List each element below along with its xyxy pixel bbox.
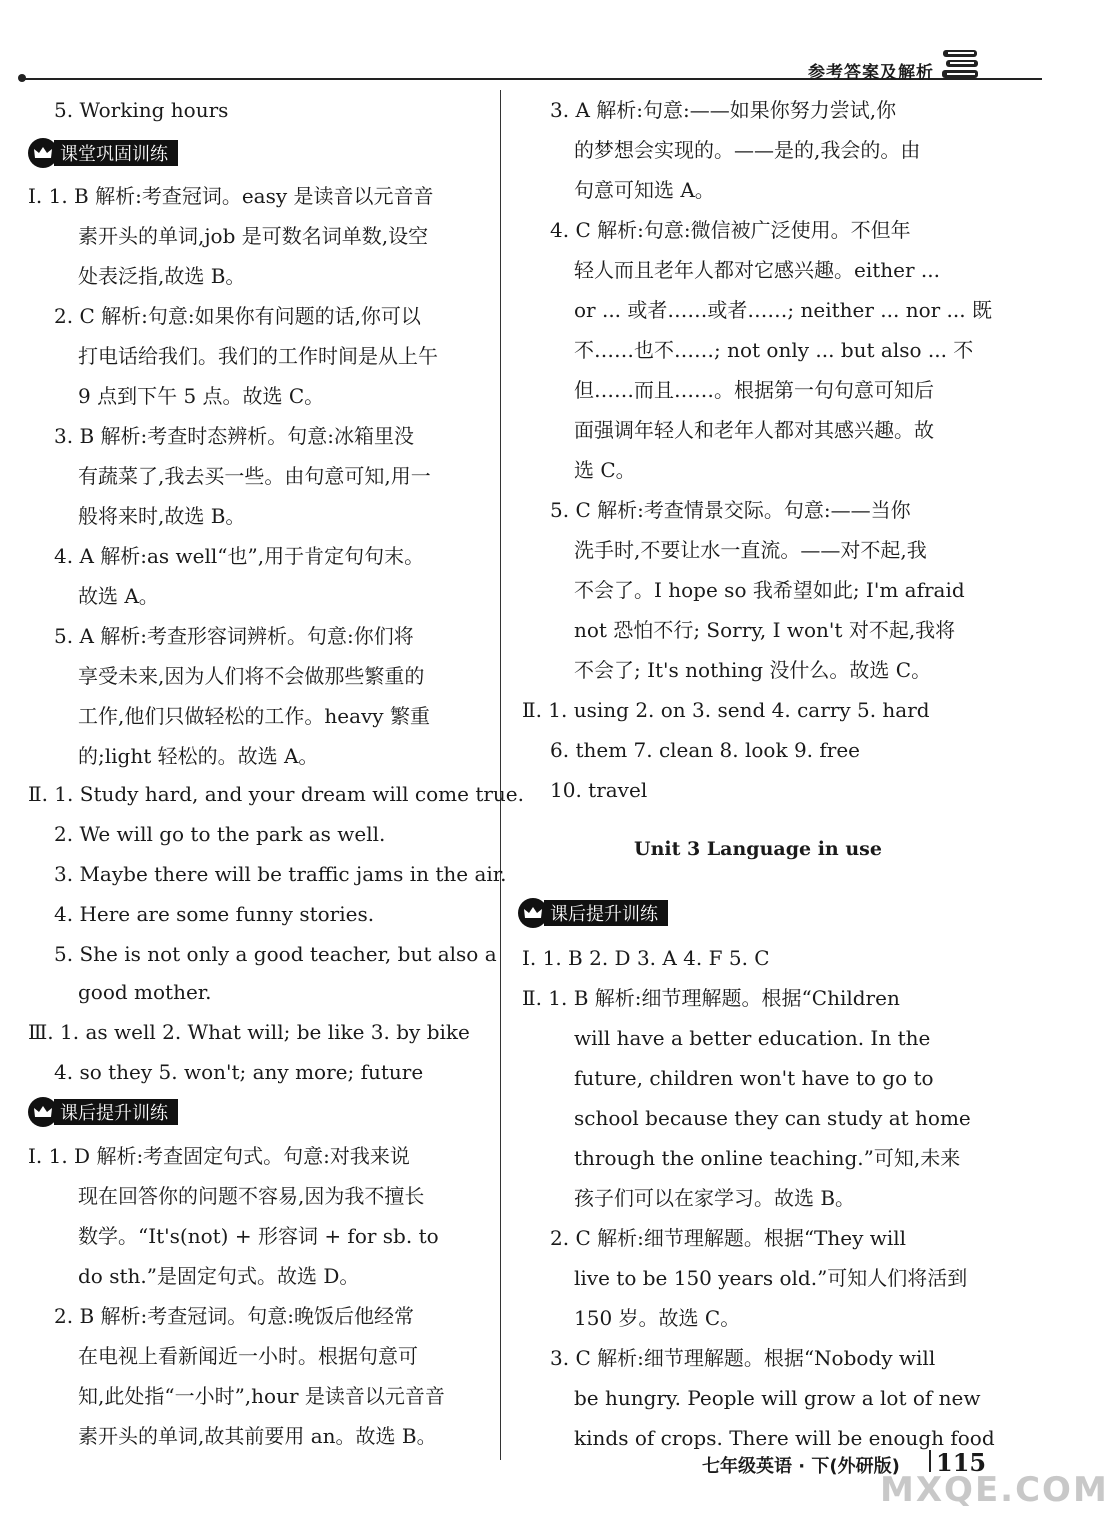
answer-line: 2. B 解析:考查冠词。句意:晚饭后他经常 bbox=[54, 1304, 414, 1328]
answer-line: 处表泛指,故选 B。 bbox=[78, 264, 246, 288]
answer-line: 般将来时,故选 B。 bbox=[78, 504, 246, 528]
answer-line: not 恐怕不行; Sorry, I won't 对不起,我将 bbox=[574, 618, 956, 642]
answer-line: Ⅱ. 1. B 解析:细节理解题。根据“Children bbox=[522, 986, 900, 1010]
answer-line: 故选 A。 bbox=[78, 584, 159, 608]
answer-line: 5. Working hours bbox=[54, 98, 229, 122]
answer-line: Ⅱ. 1. Study hard, and your dream will come true. bbox=[28, 782, 524, 806]
answer-line: 享受未来,因为人们将不会做那些繁重的 bbox=[78, 664, 425, 688]
section-header-kehou bbox=[28, 1097, 178, 1127]
section-header-kehou-2 bbox=[518, 898, 668, 928]
answer-line: 4. A 解析:as well“也”,用于肯定句句末。 bbox=[54, 544, 425, 568]
unit-title: Unit 3 Language in use bbox=[634, 838, 882, 860]
answer-line: will have a better education. In the bbox=[574, 1026, 931, 1050]
answer-line: 3. Maybe there will be traffic jams in the air. bbox=[54, 862, 507, 886]
watermark: MXQE.COM bbox=[880, 1470, 1109, 1510]
answer-line: 5. C 解析:考查情景交际。句意:——当你 bbox=[550, 498, 911, 522]
answer-line: 6. them 7. clean 8. look 9. free bbox=[550, 738, 861, 762]
answer-line: 的;light 轻松的。故选 A。 bbox=[78, 744, 319, 768]
header-title: 参考答案及解析 bbox=[808, 63, 934, 83]
answer-line: 5. A 解析:考查形容词辨析。句意:你们将 bbox=[54, 624, 414, 648]
section-label: 课后提升训练 bbox=[544, 900, 668, 926]
answer-line: 工作,他们只做轻松的工作。heavy 繁重 bbox=[78, 704, 430, 728]
answer-line: 3. B 解析:考查时态辨析。句意:冰箱里没 bbox=[54, 424, 414, 448]
answer-line: Ⅲ. 1. as well 2. What will; be like 3. by bike bbox=[28, 1020, 470, 1044]
column-divider bbox=[500, 90, 501, 1460]
footer-book-title: 七年级英语 · 下(外研版) bbox=[702, 1456, 900, 1477]
answer-line: 2. We will go to the park as well. bbox=[54, 822, 386, 846]
answer-line: 4. Here are some funny stories. bbox=[54, 902, 375, 926]
answer-line: Ⅰ. 1. D 解析:考查固定句式。句意:对我来说 bbox=[28, 1144, 410, 1168]
answer-line: 不会了。I hope so 我希望如此; I'm afraid bbox=[574, 578, 965, 602]
answer-line: good mother. bbox=[78, 980, 212, 1004]
answer-line: 4. C 解析:句意:微信被广泛使用。不但年 bbox=[550, 218, 911, 242]
answer-line: 素开头的单词,故其前要用 an。故选 B。 bbox=[78, 1424, 437, 1448]
answer-line: 面强调年轻人和老年人都对其感兴趣。故 bbox=[574, 418, 934, 442]
answer-line: 选 C。 bbox=[574, 458, 636, 482]
page-number: 115 bbox=[936, 1448, 987, 1477]
answer-line: school because they can study at home bbox=[574, 1106, 971, 1130]
answer-line: kinds of crops. There will be enough food bbox=[574, 1426, 995, 1450]
answer-line: 轻人而且老年人都对它感兴趣。either ... bbox=[574, 258, 940, 282]
answer-line: 2. C 解析:句意:如果你有问题的话,你可以 bbox=[54, 304, 421, 328]
answer-line: 句意可知选 A。 bbox=[574, 178, 715, 202]
section-header-ketang bbox=[28, 138, 178, 168]
answer-line: 但……而且……。根据第一句句意可知后 bbox=[574, 378, 934, 402]
answer-line: 2. C 解析:细节理解题。根据“They will bbox=[550, 1226, 907, 1250]
answer-line: Ⅰ. 1. B 解析:考查冠词。easy 是读音以元音音 bbox=[28, 184, 434, 208]
answer-line: 5. She is not only a good teacher, but also a bbox=[54, 942, 497, 966]
answer-line: Ⅰ. 1. B 2. D 3. A 4. F 5. C bbox=[522, 946, 770, 970]
section-label: 课后提升训练 bbox=[54, 1099, 178, 1125]
answer-line: 的梦想会实现的。——是的,我会的。由 bbox=[574, 138, 921, 162]
answer-line: Ⅱ. 1. using 2. on 3. send 4. carry 5. hard bbox=[522, 698, 930, 722]
answer-line: 孩子们可以在家学习。故选 B。 bbox=[574, 1186, 856, 1210]
answer-line: live to be 150 years old.”可知人们将活到 bbox=[574, 1266, 968, 1290]
answer-line: 4. so they 5. won't; any more; future bbox=[54, 1060, 424, 1084]
answer-line: 洗手时,不要让水一直流。——对不起,我 bbox=[574, 538, 927, 562]
page-number-divider bbox=[929, 1450, 931, 1472]
answer-line: 现在回答你的问题不容易,因为我不擅长 bbox=[78, 1184, 425, 1208]
answer-line: 不会了; It's nothing 没什么。故选 C。 bbox=[574, 658, 932, 682]
answer-line: 素开头的单词,job 是可数名词单数,设空 bbox=[78, 224, 429, 248]
answer-line: 150 岁。故选 C。 bbox=[574, 1306, 741, 1330]
answer-line: 10. travel bbox=[550, 778, 648, 802]
answer-line: 在电视上看新闻近一小时。根据句意可 bbox=[78, 1344, 418, 1368]
answer-line: 不……也不……; not only ... but also ... 不 bbox=[574, 338, 974, 362]
answer-line: be hungry. People will grow a lot of new bbox=[574, 1386, 981, 1410]
section-label: 课堂巩固训练 bbox=[54, 140, 178, 166]
answer-line: through the online teaching.”可知,未来 bbox=[574, 1146, 961, 1170]
answer-line: or ... 或者……或者……; neither ... nor ... 既 bbox=[574, 298, 992, 322]
answer-line: do sth.”是固定句式。故选 D。 bbox=[78, 1264, 360, 1288]
answer-line: 3. C 解析:细节理解题。根据“Nobody will bbox=[550, 1346, 936, 1370]
answer-line: 打电话给我们。我们的工作时间是从上午 bbox=[78, 344, 438, 368]
answer-line: 3. A 解析:句意:——如果你努力尝试,你 bbox=[550, 98, 897, 122]
answer-line: 有蔬菜了,我去买一些。由句意可知,用一 bbox=[78, 464, 431, 488]
answer-line: 9 点到下午 5 点。故选 C。 bbox=[78, 384, 325, 408]
answer-line: 知,此处指“一小时”,hour 是读音以元音音 bbox=[78, 1384, 445, 1408]
books-icon bbox=[940, 46, 982, 84]
answer-line: future, children won't have to go to bbox=[574, 1066, 934, 1090]
answer-line: 数学。“It's(not) + 形容词 + for sb. to bbox=[78, 1224, 439, 1248]
